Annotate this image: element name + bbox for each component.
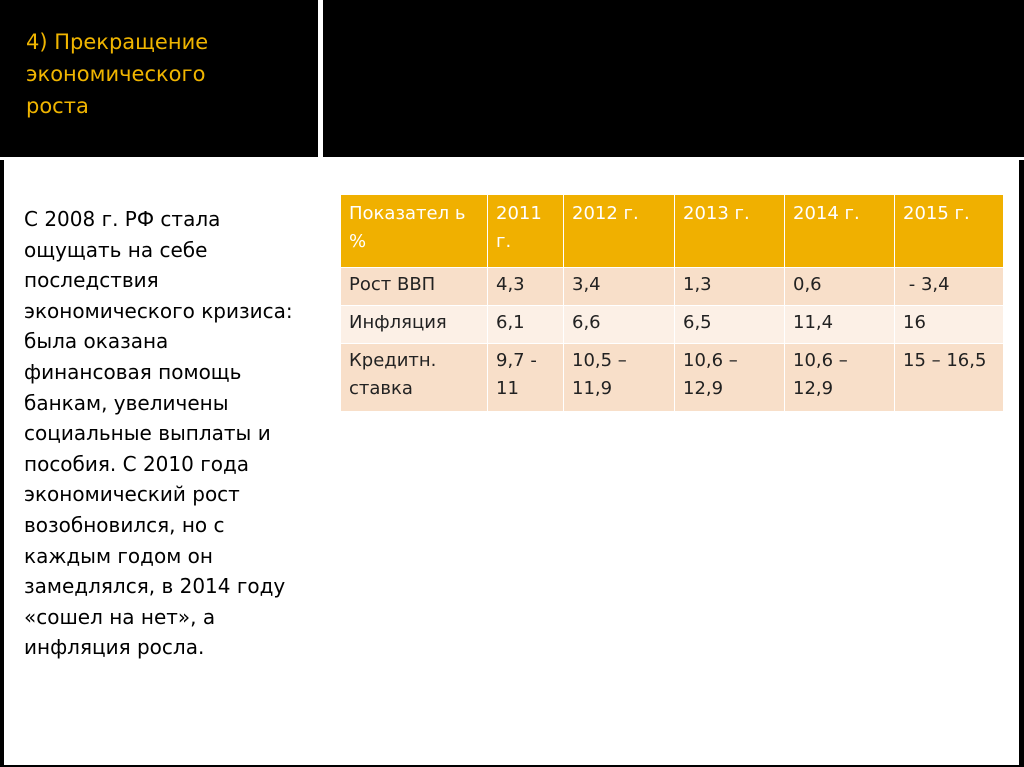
header-cell-2013: 2013 г. [675,195,785,268]
table-row [341,344,1004,412]
header-cell-2011: 2011 г. [488,195,564,268]
table-cell: 4,3 [488,268,564,306]
table-cell: 11,4 [785,306,895,344]
title-panel [0,0,318,157]
table-row [341,268,1004,306]
header-cell-indicator: Показател ь % [341,195,488,268]
row-label: Инфляция [341,306,488,344]
table-cell: 0,6 [785,268,895,306]
table-cell: 16 [895,306,1004,344]
indicators-table [340,194,1004,412]
table-cell: 6,6 [564,306,675,344]
header-right-panel [323,0,1024,157]
table-cell: 6,5 [675,306,785,344]
table-cell: 1,3 [675,268,785,306]
slide-title: 4) Прекращение экономического роста [26,30,209,118]
header-cell-2012: 2012 г. [564,195,675,268]
table-cell: 15 – 16,5 [895,344,1004,412]
table-cell: 10,6 – 12,9 [785,344,895,412]
table-cell: - 3,4 [895,268,1004,306]
table-cell: 3,4 [564,268,675,306]
header-cell-2015: 2015 г. [895,195,1004,268]
content-area [4,160,1019,765]
table-cell: 6,1 [488,306,564,344]
table-header-row [341,195,1004,268]
table-row [341,306,1004,344]
table-cell: 10,5 – 11,9 [564,344,675,412]
body-text: С 2008 г. РФ стала ощущать на себе последствия экономического кризиса: была оказана финансовая помощь банкам, увеличены социальные выплаты и пособия. С 2010 года экономический рост возобновился, но с каждым годом он замедлялся, в 2014 году «сошел на нет», а инфляция росла. [24,207,293,660]
row-label: Кредитн. ставка [341,344,488,412]
table-cell: 9,7 - 11 [488,344,564,412]
table-cell: 10,6 – 12,9 [675,344,785,412]
header-cell-2014: 2014 г. [785,195,895,268]
row-label: Рост ВВП [341,268,488,306]
